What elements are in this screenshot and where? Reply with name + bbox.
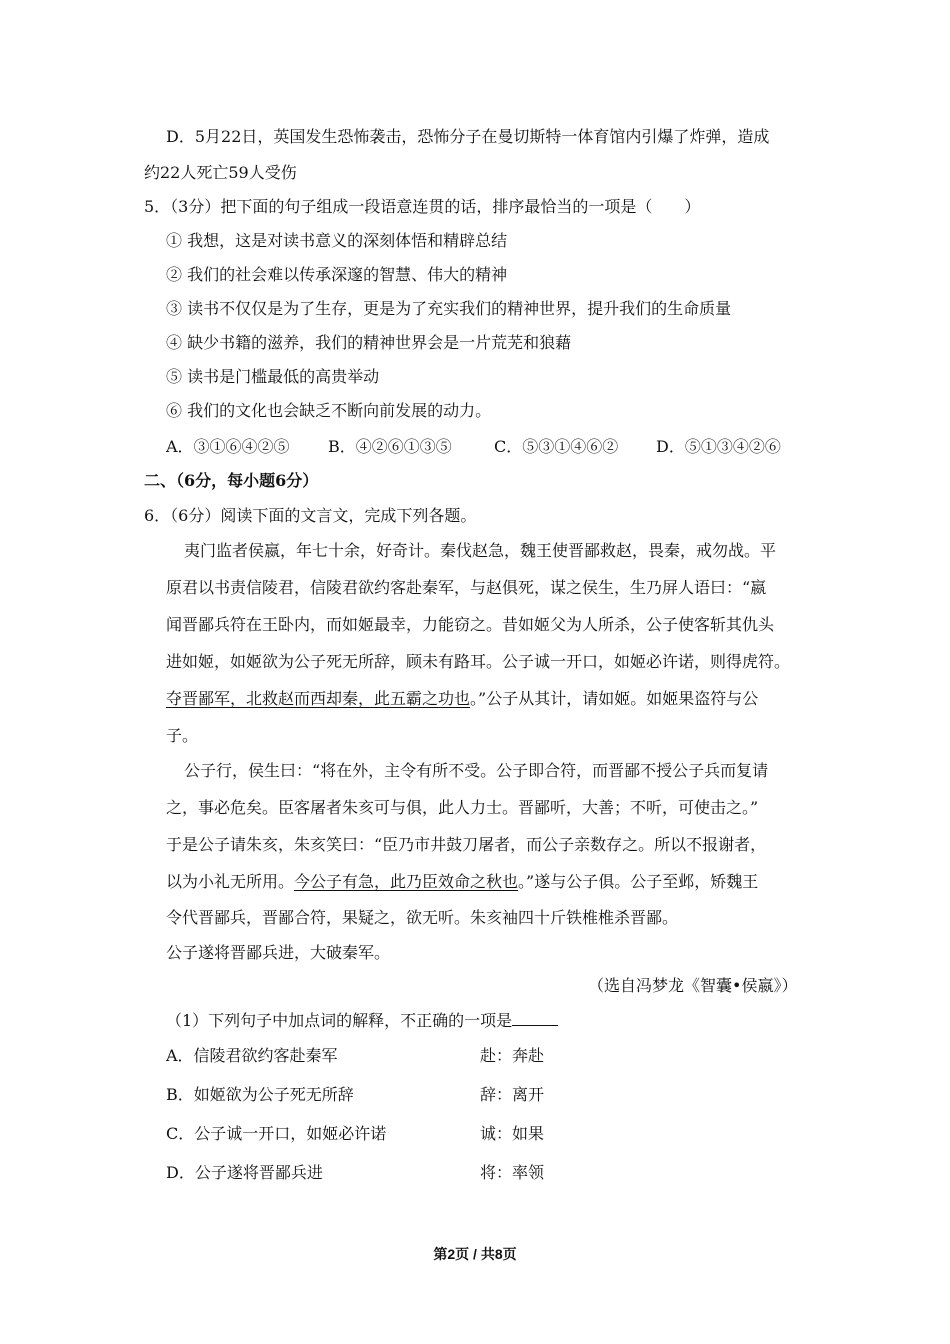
q5-stem: 5．（3分）把下面的句子组成一段语意连贯的话，排序最恰当的一项是（ ） (144, 197, 701, 216)
passage-p1-line2: 原君以书责信陵君，信陵君欲约客赴秦军，与赵俱死，谋之侯生，生乃屏人语曰：“嬴 (166, 578, 767, 597)
passage-p2-line4-start: 以为小礼无所用。 (166, 872, 295, 891)
q6-option-a-gloss: 赴：奔赴 (480, 1046, 545, 1065)
q6-option-d-gloss: 将：率领 (480, 1163, 545, 1182)
passage-source: （选自冯梦龙《智囊•侯嬴》） (588, 976, 798, 995)
q6-sub1-stem (166, 1010, 558, 1032)
q5-option-d: D．⑤①③④②⑥ (656, 437, 781, 456)
q5-sentence-2: ② 我们的社会难以传承深邃的智慧、伟大的精神 (166, 265, 508, 284)
q6-stem: 6．（6分）阅读下面的文言文，完成下列各题。 (144, 506, 477, 525)
q4-option-d-line2: 约22人死亡59人受伤 (144, 163, 297, 182)
passage-p1-line5 (166, 688, 758, 710)
q4-option-d-line1: D．5月22日，英国发生恐怖袭击，恐怖分子在曼切斯特一体育馆内引爆了炸弹，造成 (166, 127, 770, 146)
q6-option-c-gloss: 诚：如果 (480, 1124, 545, 1143)
answer-blank[interactable] (512, 1011, 558, 1026)
q6-option-d-sentence: D．公子遂将晋鄙兵进 (166, 1163, 323, 1182)
q5-option-a: A．③①⑥④②⑤ (166, 437, 290, 456)
underlined-sentence-2: 今公子有急，此乃臣效命之秋也 (294, 872, 519, 891)
q5-sentence-4: ④ 缺少书籍的滋养，我们的精神世界会是一片荒芜和狼藉 (166, 333, 572, 352)
section-2-heading: 二、（6分，每小题6分） (144, 471, 319, 490)
passage-p2-line5: 令代晋鄙兵，晋鄙合符，果疑之，欲无听。朱亥袖四十斤铁椎椎杀晋鄙。 (166, 908, 679, 927)
q6-option-b-gloss: 辞：离开 (480, 1085, 545, 1104)
passage-p2-line4-rest: 。”遂与公子俱。公子至邺，矫魏王 (518, 872, 759, 891)
q6-sub1-text: （1）下列句子中加点词的解释，不正确的一项是 (166, 1011, 513, 1030)
q6-option-c-sentence: C．公子诚一开口，如姬必许诺 (166, 1124, 387, 1143)
passage-p1-line3: 闻晋鄙兵符在王卧内，而如姬最幸，力能窃之。昔如姬父为人所杀，公子使客斩其仇头 (166, 615, 775, 634)
passage-p1-line6: 子。 (166, 726, 199, 745)
q5-option-b: B．④②⑥①③⑤ (328, 437, 452, 456)
passage-p1-line5-rest: 。”公子从其计，请如姬。如姬果盗符与公 (470, 689, 759, 708)
q5-sentence-3: ③ 读书不仅仅是为了生存，更是为了充实我们的精神世界，提升我们的生命质量 (166, 299, 732, 318)
passage-p2-line1: 公子行，侯生曰：“将在外，主令有所不受。公子即合符，而晋鄙不授公子兵而复请 (184, 761, 769, 780)
underlined-sentence-1: 夺晋鄙军，北救赵而西却秦，此五霸之功也 (166, 689, 471, 708)
q5-option-c: C．⑤③①④⑥② (494, 437, 619, 456)
page-footer: 第2页 / 共8页 (433, 1246, 517, 1262)
passage-p2-line2: 之，事必危矣。臣客屠者朱亥可与俱，此人力士。晋鄙听，大善；不听，可使击之。” (166, 798, 759, 817)
passage-p3: 公子遂将晋鄙兵进，大破秦军。 (166, 943, 391, 962)
passage-p2-line3: 于是公子请朱亥，朱亥笑曰：“臣乃市井鼓刀屠者，而公子亲数存之。所以不报谢者， (166, 835, 767, 854)
passage-p1-line4: 进如姬，如姬欲为公子死无所辞，顾未有路耳。公子诚一开口，如姬必许诺，则得虎符。 (166, 652, 791, 671)
passage-p2-line4 (166, 871, 758, 893)
q6-option-a-sentence: A．信陵君欲约客赴秦军 (166, 1046, 338, 1065)
q5-sentence-5: ⑤ 读书是门槛最低的高贵举动 (166, 367, 380, 386)
q5-sentence-1: ① 我想，这是对读书意义的深刻体悟和精辟总结 (166, 231, 508, 250)
passage-p1-line1: 夷门监者侯嬴，年七十余，好奇计。秦伐赵急，魏王使晋鄙救赵，畏秦，戒勿战。平 (184, 541, 777, 560)
q5-sentence-6: ⑥ 我们的文化也会缺乏不断向前发展的动力。 (166, 401, 492, 420)
q6-option-b-sentence: B．如姬欲为公子死无所辞 (166, 1085, 354, 1104)
